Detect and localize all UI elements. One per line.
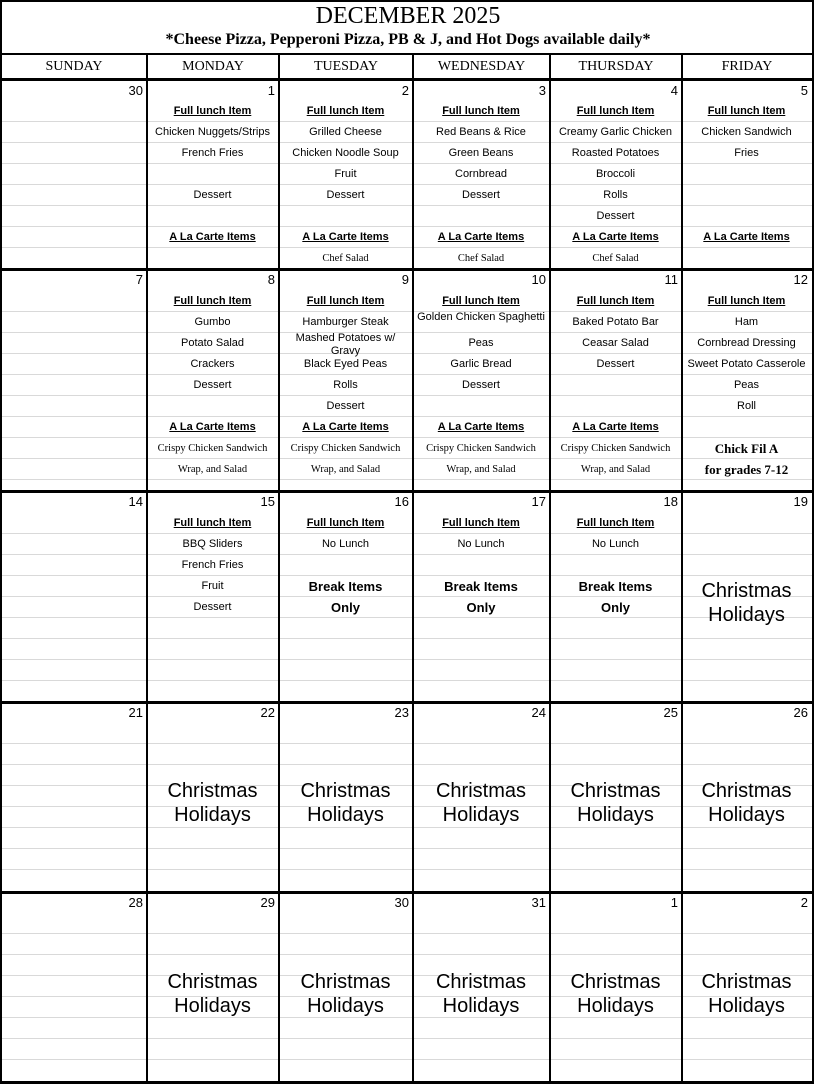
menu-item: Baked Potato Bar	[572, 316, 659, 328]
holiday-text-line: Holidays	[708, 994, 785, 1017]
menu-section-heading: A La Carte Items	[302, 231, 389, 243]
day-number: 24	[531, 705, 546, 720]
day-number: 10	[531, 272, 546, 287]
holiday-text-line: Christmas	[167, 780, 258, 802]
day-number: 28	[128, 895, 143, 910]
day-number: 7	[135, 272, 143, 287]
holiday-label	[414, 970, 548, 1018]
special-note: Chick Fil A	[714, 441, 779, 456]
menu-section-heading: Full lunch Item	[442, 295, 520, 307]
menu-item: Ham	[734, 316, 759, 328]
day-header-tuesday: TUESDAY	[313, 59, 379, 74]
menu-item: Crispy Chicken Sandwich	[560, 443, 671, 454]
menu-section-heading: Full lunch Item	[306, 517, 385, 529]
day-number: 5	[800, 83, 808, 98]
day-header-friday: FRIDAY	[721, 59, 773, 74]
holiday-text-line: Christmas	[701, 579, 792, 602]
holiday-label	[683, 970, 810, 1018]
menu-section-heading: Full lunch Item	[707, 295, 786, 307]
menu-section-heading: A La Carte Items	[703, 231, 790, 243]
menu-item: Garlic Bread	[450, 358, 512, 370]
holiday-text-line: Holidays	[307, 804, 384, 826]
menu-item: French Fries	[181, 559, 244, 571]
holiday-text-line: Christmas	[300, 780, 391, 802]
menu-section-heading: Full lunch Item	[173, 517, 252, 529]
menu-item: Rolls	[603, 189, 628, 201]
sheet-gridline	[2, 205, 813, 206]
break-items-note: Break Items	[578, 579, 653, 594]
menu-section-heading: Full lunch Item	[306, 105, 385, 117]
sheet-gridline	[2, 121, 813, 122]
menu-section-heading: Full lunch Item	[576, 295, 655, 307]
menu-item: Roll	[737, 400, 756, 412]
holiday-text-line: Christmas	[167, 970, 258, 993]
sheet-gridline	[2, 395, 813, 396]
menu-item: No Lunch	[321, 538, 370, 550]
sheet-gridline	[2, 437, 813, 438]
menu-item: Dessert	[193, 379, 232, 391]
holiday-label	[414, 779, 548, 827]
day-number: 22	[260, 705, 275, 720]
menu-section-heading: Full lunch Item	[576, 517, 655, 529]
menu-item: Creamy Garlic Chicken	[558, 126, 673, 138]
holiday-text-line: Holidays	[708, 603, 785, 626]
sheet-gridline	[2, 374, 813, 375]
menu-section-heading: A La Carte Items	[302, 421, 389, 433]
sheet-gridline	[2, 311, 813, 312]
menu-item: Sweet Potato Casserole	[687, 358, 806, 370]
sheet-gridline	[2, 479, 813, 480]
menu-item: Dessert	[596, 210, 635, 222]
menu-item: Cornbread Dressing	[697, 337, 796, 349]
holiday-label	[683, 779, 810, 827]
special-note: for grades 7-12	[704, 462, 789, 477]
day-number: 23	[394, 705, 409, 720]
holiday-text-line: Holidays	[442, 994, 520, 1017]
grid-border-horizontal	[2, 53, 813, 55]
menu-item: Chef Salad	[592, 253, 639, 264]
day-number: 18	[663, 494, 678, 509]
menu-item: BBQ Sliders	[182, 538, 243, 550]
holiday-text-line: Holidays	[442, 804, 520, 826]
menu-item: Chef Salad	[322, 253, 369, 264]
day-number: 2	[401, 83, 409, 98]
sheet-gridline	[2, 575, 813, 576]
holiday-text-line: Holidays	[174, 994, 251, 1017]
menu-item: Fries	[734, 147, 759, 159]
menu-item: Crackers	[190, 358, 235, 370]
menu-item: Wrap, and Salad	[446, 464, 516, 475]
holiday-text-line: Holidays	[577, 994, 654, 1017]
holiday-text-line: Holidays	[307, 994, 384, 1017]
day-number: 21	[128, 705, 143, 720]
menu-item: Chef Salad	[457, 253, 505, 264]
day-number: 30	[394, 895, 409, 910]
sheet-gridline	[2, 163, 813, 164]
menu-section-heading: Full lunch Item	[306, 295, 385, 307]
holiday-label	[148, 779, 277, 827]
menu-item: Grilled Cheese	[309, 126, 382, 138]
day-number: 26	[793, 705, 808, 720]
menu-item: French Fries	[181, 147, 244, 159]
menu-item: Peas	[468, 337, 494, 349]
menu-item: Dessert	[596, 358, 635, 370]
menu-section-heading: A La Carte Items	[437, 231, 525, 243]
day-number: 29	[260, 895, 275, 910]
day-number: 31	[531, 895, 546, 910]
grid-border-horizontal	[2, 1081, 813, 1084]
menu-section-heading: A La Carte Items	[169, 421, 256, 433]
sheet-gridline	[2, 247, 813, 248]
menu-section-heading: Full lunch Item	[173, 105, 252, 117]
grid-border-vertical	[146, 55, 148, 1083]
menu-item: Roasted Potatoes	[571, 147, 660, 159]
holiday-label	[683, 579, 810, 627]
holiday-label	[551, 779, 680, 827]
day-header-thursday: THURSDAY	[578, 59, 654, 74]
day-header-wednesday: WEDNESDAY	[437, 59, 526, 74]
day-header-monday: MONDAY	[182, 59, 244, 74]
grid-border-horizontal	[2, 268, 813, 271]
menu-item: No Lunch	[457, 538, 505, 550]
sheet-gridline	[2, 1059, 813, 1060]
sheet-gridline	[2, 659, 813, 660]
menu-item: Fruit	[334, 168, 357, 180]
day-number: 25	[663, 705, 678, 720]
menu-item: Dessert	[462, 379, 500, 391]
menu-section-heading: A La Carte Items	[572, 231, 659, 243]
grid-border-vertical	[681, 55, 683, 1083]
menu-item: Wrap, and Salad	[580, 464, 651, 475]
holiday-label	[280, 779, 411, 827]
menu-item: No Lunch	[591, 538, 640, 550]
grid-border-horizontal	[2, 701, 813, 704]
day-number: 14	[128, 494, 143, 509]
sheet-gridline	[2, 827, 813, 828]
page-subtitle: *Cheese Pizza, Pepperoni Pizza, PB & J, and Hot Dogs available daily*	[165, 31, 651, 48]
break-items-note: Only	[331, 600, 360, 615]
day-number: 17	[531, 494, 546, 509]
break-items-note: Only	[601, 600, 630, 615]
day-number: 11	[664, 272, 678, 287]
menu-section-heading: Full lunch Item	[576, 105, 655, 117]
holiday-text-line: Christmas	[435, 970, 526, 993]
sheet-gridline	[2, 1038, 813, 1039]
day-number: 16	[394, 494, 409, 509]
menu-item: Dessert	[326, 189, 365, 201]
sheet-gridline	[2, 416, 813, 417]
menu-section-heading: Full lunch Item	[442, 517, 520, 529]
grid-border-vertical	[412, 55, 414, 1083]
sheet-gridline	[2, 458, 813, 459]
holiday-text-line: Christmas	[570, 780, 661, 802]
break-items-note: Only	[466, 600, 496, 615]
menu-item: Cornbread	[455, 168, 507, 180]
grid-border-vertical	[278, 55, 280, 1083]
menu-item: Red Beans & Rice	[436, 126, 526, 138]
menu-item: Dessert	[326, 400, 365, 412]
sheet-gridline	[2, 743, 813, 744]
menu-item: Gumbo	[194, 316, 231, 328]
day-number: 4	[670, 83, 678, 98]
holiday-text-line: Christmas	[570, 970, 661, 993]
menu-section-heading: Full lunch Item	[442, 105, 520, 117]
menu-section-heading: Full lunch Item	[707, 105, 786, 117]
menu-section-heading: A La Carte Items	[437, 421, 525, 433]
menu-item: Fruit	[201, 580, 224, 592]
sheet-gridline	[2, 142, 813, 143]
holiday-text-line: Holidays	[174, 804, 251, 826]
menu-item: Potato Salad	[181, 337, 244, 349]
menu-item: Crispy Chicken Sandwich	[426, 443, 536, 454]
menu-item: Peas	[733, 379, 760, 391]
menu-item: Green Beans	[448, 147, 514, 159]
sheet-gridline	[2, 954, 813, 955]
sheet-gridline	[2, 533, 813, 534]
grid-border-horizontal	[2, 891, 813, 894]
sheet-gridline	[2, 554, 813, 555]
page-title: DECEMBER 2025	[315, 3, 501, 29]
day-number: 15	[260, 494, 275, 509]
day-number: 2	[800, 895, 808, 910]
menu-item: Dessert	[193, 189, 232, 201]
day-number: 1	[267, 83, 275, 98]
menu-item: Broccoli	[595, 168, 636, 180]
holiday-label	[551, 970, 680, 1018]
break-items-note: Break Items	[308, 579, 383, 594]
menu-item: Crispy Chicken Sandwich	[157, 443, 268, 454]
grid-border-vertical	[549, 55, 551, 1083]
sheet-gridline	[2, 848, 813, 849]
sheet-gridline	[2, 680, 813, 681]
menu-item: Ceasar Salad	[582, 337, 649, 349]
grid-border-horizontal	[2, 490, 813, 493]
holiday-text-line: Holidays	[577, 804, 654, 826]
holiday-label	[148, 970, 277, 1018]
menu-item: Mashed Potatoes w/ Gravy	[295, 332, 396, 357]
holiday-text-line: Christmas	[300, 970, 391, 993]
menu-section-heading: Full lunch Item	[173, 295, 252, 307]
grid-border-horizontal	[2, 0, 813, 2]
day-number: 9	[401, 272, 409, 287]
sheet-gridline	[2, 933, 813, 934]
sheet-gridline	[2, 869, 813, 870]
day-number: 30	[128, 83, 143, 98]
menu-item: Dessert	[193, 601, 232, 613]
holiday-text-line: Christmas	[701, 780, 792, 802]
menu-item: Chicken Nuggets/Strips	[155, 126, 270, 138]
holiday-text-line: Holidays	[708, 804, 785, 826]
break-items-note: Break Items	[444, 579, 518, 594]
holiday-label	[280, 970, 411, 1018]
sheet-gridline	[2, 638, 813, 639]
sheet-gridline	[2, 764, 813, 765]
sheet-gridline	[2, 184, 813, 185]
day-number: 12	[793, 272, 808, 287]
menu-section-heading: A La Carte Items	[169, 231, 256, 243]
grid-border-horizontal	[2, 78, 813, 81]
grid-border-vertical	[0, 0, 2, 1084]
day-number: 1	[670, 895, 678, 910]
menu-item: Dessert	[462, 189, 500, 201]
menu-item: Golden Chicken Spaghetti	[417, 311, 545, 323]
menu-item: Wrap, and Salad	[177, 464, 248, 475]
day-header-sunday: SUNDAY	[45, 59, 103, 74]
menu-item: Chicken Sandwich	[701, 126, 792, 138]
menu-item: Wrap, and Salad	[310, 464, 381, 475]
day-number: 8	[267, 272, 275, 287]
day-number: 3	[538, 83, 546, 98]
holiday-text-line: Christmas	[701, 970, 792, 993]
menu-item: Rolls	[333, 379, 358, 391]
menu-item: Chicken Noodle Soup	[292, 147, 399, 159]
sheet-gridline	[2, 226, 813, 227]
menu-item: Hamburger Steak	[302, 316, 389, 328]
holiday-text-line: Christmas	[435, 780, 526, 802]
day-number: 19	[793, 494, 808, 509]
grid-border-vertical	[812, 0, 814, 1084]
menu-item: Crispy Chicken Sandwich	[290, 443, 401, 454]
menu-item: Black Eyed Peas	[303, 358, 388, 370]
menu-section-heading: A La Carte Items	[572, 421, 659, 433]
